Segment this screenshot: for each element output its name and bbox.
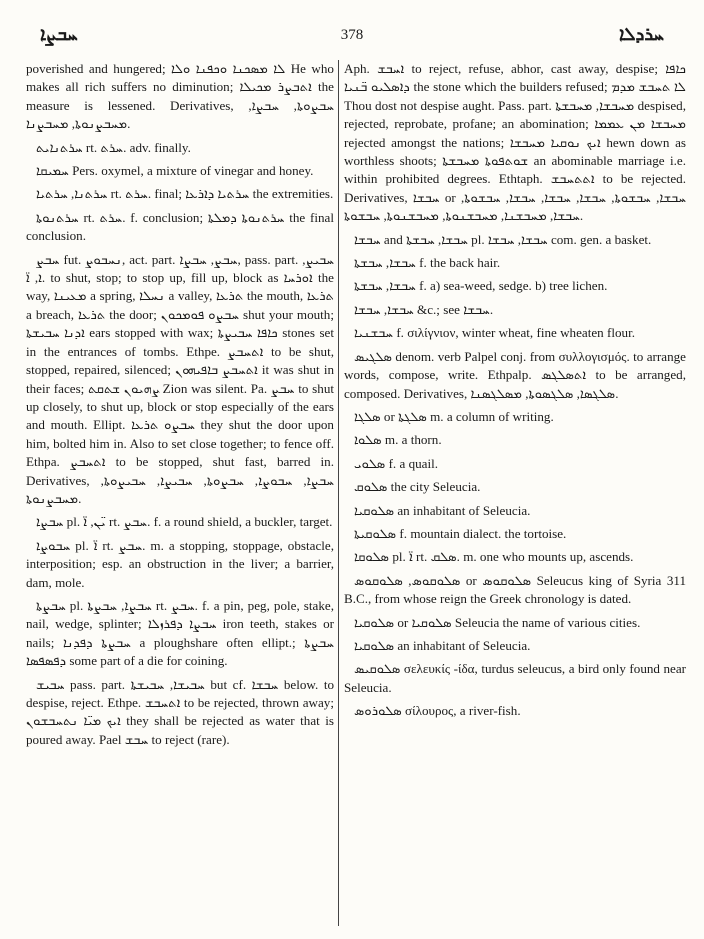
entry: ܚܒܨܐ pl. ܝ̈ܢ, ܐ̈ rt. ܚܒܨ. f. a round shield, a buckler, target.	[36, 514, 333, 530]
entry: poverished and hungered; ܠܐ ܡܣܟܢܐ ܘܟܦܢܐ ܘܠܐ He who makes all rich suffers no diminution; ܐܬܒܨܪ ܡܟܝܠܐ the measure is lessened. Derivatives, ܚܒܨܘܬܐ, ܚܒܨܐ, ܡܚܒܨܢܘܬܐ, ܡܚܒܨܢܐ.	[26, 61, 334, 132]
entry: ܚܒܝܫ pass. part. ܚܒܝܫܐ, ܚܒܝܫܬܐ but cf. ܚܒܫܐ below. to despise, reject. Ethpe. ܐܬܚܒܫ to be rejected, thrown away; ܐܝܟ ܡܝ̈ܐ ܢܬܚܒܫܘܢ they shall be rejected as water that is poured away. Pael ܚܒܫ to reject (rare).	[26, 676, 334, 747]
entry: ܣܠܘܩܝܐ or ܣܠܘܩܝܐ Seleucia the name of various cities.	[354, 614, 641, 630]
header-right-headword: ܚܪܕܠܐ	[619, 24, 664, 44]
entry: ܣܠܘܪܘܣ σίλουρος, a river-fish.	[354, 703, 521, 719]
column-divider	[338, 60, 339, 926]
entry: ܚܪܬܢܐ, ܚܪܬܝܐ rt. ܚܪܬ. final; ܚܪܬܝܐ ܕܐܪܥܐ the extremities.	[36, 186, 334, 202]
entry: Aph. ܐܚܒܫ to reject, refuse, abhor, cast away, despise; ܟܐܦܐ ܕܐܣܠܝܘ ܒ̈ܢܝܐ the stone which the builders refused; ܠܐ ܬܚܒܫ ܡܕܡ Thou dost not despise aught. Pass. part. ܡܚܒܫܐ, ܡܚܒܫܬܐ despised, rejected, reprobate, profane; an abomination; ܡܚܒܫܐ ܡܢ ܥܡܡܐ rejected amongst the nations; ܐܝܟ ܢܘܩܝܐ ܡܚܒܫܐ hewn down as worthless shoots; ܫܘܬܦܘܬܐ ܡܚܒܫܬܐ an abominable marriage i.e. within prohibited degrees. Ethtaph. ܐܬܬܚܒܫ to be rejected. Derivatives, ܚܒܫܐ or ܚܒܫܐ, ܚܒܫܘܬܐ, ܚܒܫܐ, ܚܒܫܐ, ܚܒܫܐ, ܚܒܫܘܬܐ, ܚܒܫܐ, ܡܚܒܫܢܐ, ܡܚܒܫܢܘܬܐ, ܡܚܒܫܢܘܬܐ, ܚܒܫܘܬܐ.	[344, 61, 686, 224]
header-left-headword: ܚܒܨܐ	[40, 24, 78, 44]
entry: ܣܠܘܩܝܐ an inhabitant of Seleucia.	[354, 637, 531, 653]
entry: ܚܒܨܬܐ pl. ܚܒܨܐ, ܚܒܨܬܐ rt. ܚܒܨ. f. a pin, peg, pole, stake, nail, wedge, splinter; ܚܒܨܐ ܕܦܪܙܠܐ iron teeth, stakes or nails; ܚܒܨܬܐ ܕܦܕܢܐ a ploughshare often ellipt.; ܚܒܨܬܐ ܕܦܣܦܣܐ some part of a die for coining.	[26, 597, 334, 669]
entry: ܚܒܨ fut. ܢܚܒܘܨ, act. part. ܚܒܨ, ܚܒܨܐ, pass. part. ܚܒܝܨ, ܐ, ܐ̈. to shut, stop; to stop up, fill up, block as ܐܘܪܚܐ the way, ܡܥܝܢܐ a spring, ܢܚܠܐ a valley, ܬܪܥܐ the mouth, ܬܪܥܐ a breach, ܬܪܥܐ the door; ܚܒܨܘ ܦܘܡܟܘܢ shut your mouth; ܐܕܢܐ ܚܒܝܫܬܐ ears stopped with wax; ܟܐܦܐ ܚܒܝܨܬܐ stones set in the entrances of tombs. Ethpe. ܐܬܚܒܨ to be shut, stopped, repaired, silenced; ܐܬܚܒܨ ܒܐܦܝܗܘܢ it was shut in their faces; ܨܗܝܘܢ ܫܬܩܬ Zion was silent. Pa. ܚܒܨ to shut up closely, to shut up, block or stop especially of the ears and mouth. Ellipt. ܚܒܨܘ ܬܪܥܐ they shut the door upon him, bolted him in. Also to set close together; to fence off. Ethpa. ܐܬܚܒܨ to be stopped, shut fast, barred in. Derivatives, ܚܒܨܐ, ܚܒܘܨܐ, ܚܒܨܘܬܐ, ܚܒܝܨܐ, ܚܒܝܨܘܬܐ, ܡܚܒܨܢܘܬܐ.	[26, 251, 334, 506]
page-number: 378	[340, 27, 364, 43]
entry: ܚܡܝܩܐ Pers. oxymel, a mixture of vinegar and honey.	[36, 163, 314, 179]
entry: ܣܠܘܩܝܣ σελευκίς -ίδα, turdus seleucus, a bird only found near Seleucia.	[344, 661, 686, 695]
entry: ܣܠܓܝܣ denom. verb Palpel conj. from συλλογισμός. to arrange words, compose, write. Ethpalp. ܐܬܣܠܓܣ to be arranged, composed. Derivatives, ܣܠܓܣܐ, ܣܠܓܣܘܬܐ, ܡܣܠܓܣܢܐ.	[344, 348, 686, 401]
entry: ܣܠܘܝ f. a quail.	[354, 455, 439, 471]
entry: ܣܠܘܩܐ pl. ܐ̈ rt. ܣܠܩ. m. one who mounts up, ascends.	[354, 549, 634, 565]
entry: ܚܒܫܐ, ܚܒܫܬܐ f. the back hair.	[354, 255, 501, 271]
entry: ܣܠܘܐ m. a thorn.	[354, 432, 442, 448]
entry: ܚܪܬܢܘܬܐ rt. ܚܪܬ. f. conclusion; ܚܪܬܢܘܬܐ ܕܡܠܬܐ the final conclusion.	[26, 209, 334, 244]
right-column	[344, 60, 686, 932]
entry: ܣܠܘܩܘܣ, ܣܠܘܩܘܣ or ܣܠܘܩܘܣ Seleucus king of Syria 311 B.C., from whose reign the Greek chronology is dated.	[344, 572, 686, 607]
entry: ܚܒܫܐ and ܚܒܫܐ, ܚܒܫܬܐ pl. ܚܒܫܐ, ܚܒܫܐ com. gen. a basket.	[354, 231, 652, 247]
entry: ܚܒܫܐ, ܚܒܫܐ &c.; see ܚܒܫܐ.	[354, 301, 494, 317]
entry: ܣܠܘܩ the city Seleucia.	[354, 479, 481, 495]
entry: ܚܪܬܢܐܝܬ rt. ܚܪܬ. adv. finally.	[36, 139, 191, 155]
entry: ܚܒܘܨܐ pl. ܐ̈ rt. ܚܒܨ. m. a stopping, stoppage, obstacle, interposition; esp. an obstruction in the liver; a barrier, dam, mole.	[26, 537, 334, 590]
entry: ܣܠܓܐ or ܣܠܓܬܐ m. a column of writing.	[354, 408, 554, 424]
entry: ܚܒܫܐ, ܚܒܫܬܐ f. a) sea-weed, sedge. b) tree lichen.	[354, 278, 608, 294]
entry: ܚܒܫܢܝܐ f. σιλίγνιον, winter wheat, fine wheaten flour.	[354, 325, 635, 341]
page-header	[0, 22, 704, 48]
entry: ܣܠܘܩܝܐ an inhabitant of Seleucia.	[354, 502, 531, 518]
left-column	[26, 60, 334, 932]
entry: ܣܠܘܩܝܬܐ f. mountain dialect. the tortoise.	[354, 525, 567, 541]
